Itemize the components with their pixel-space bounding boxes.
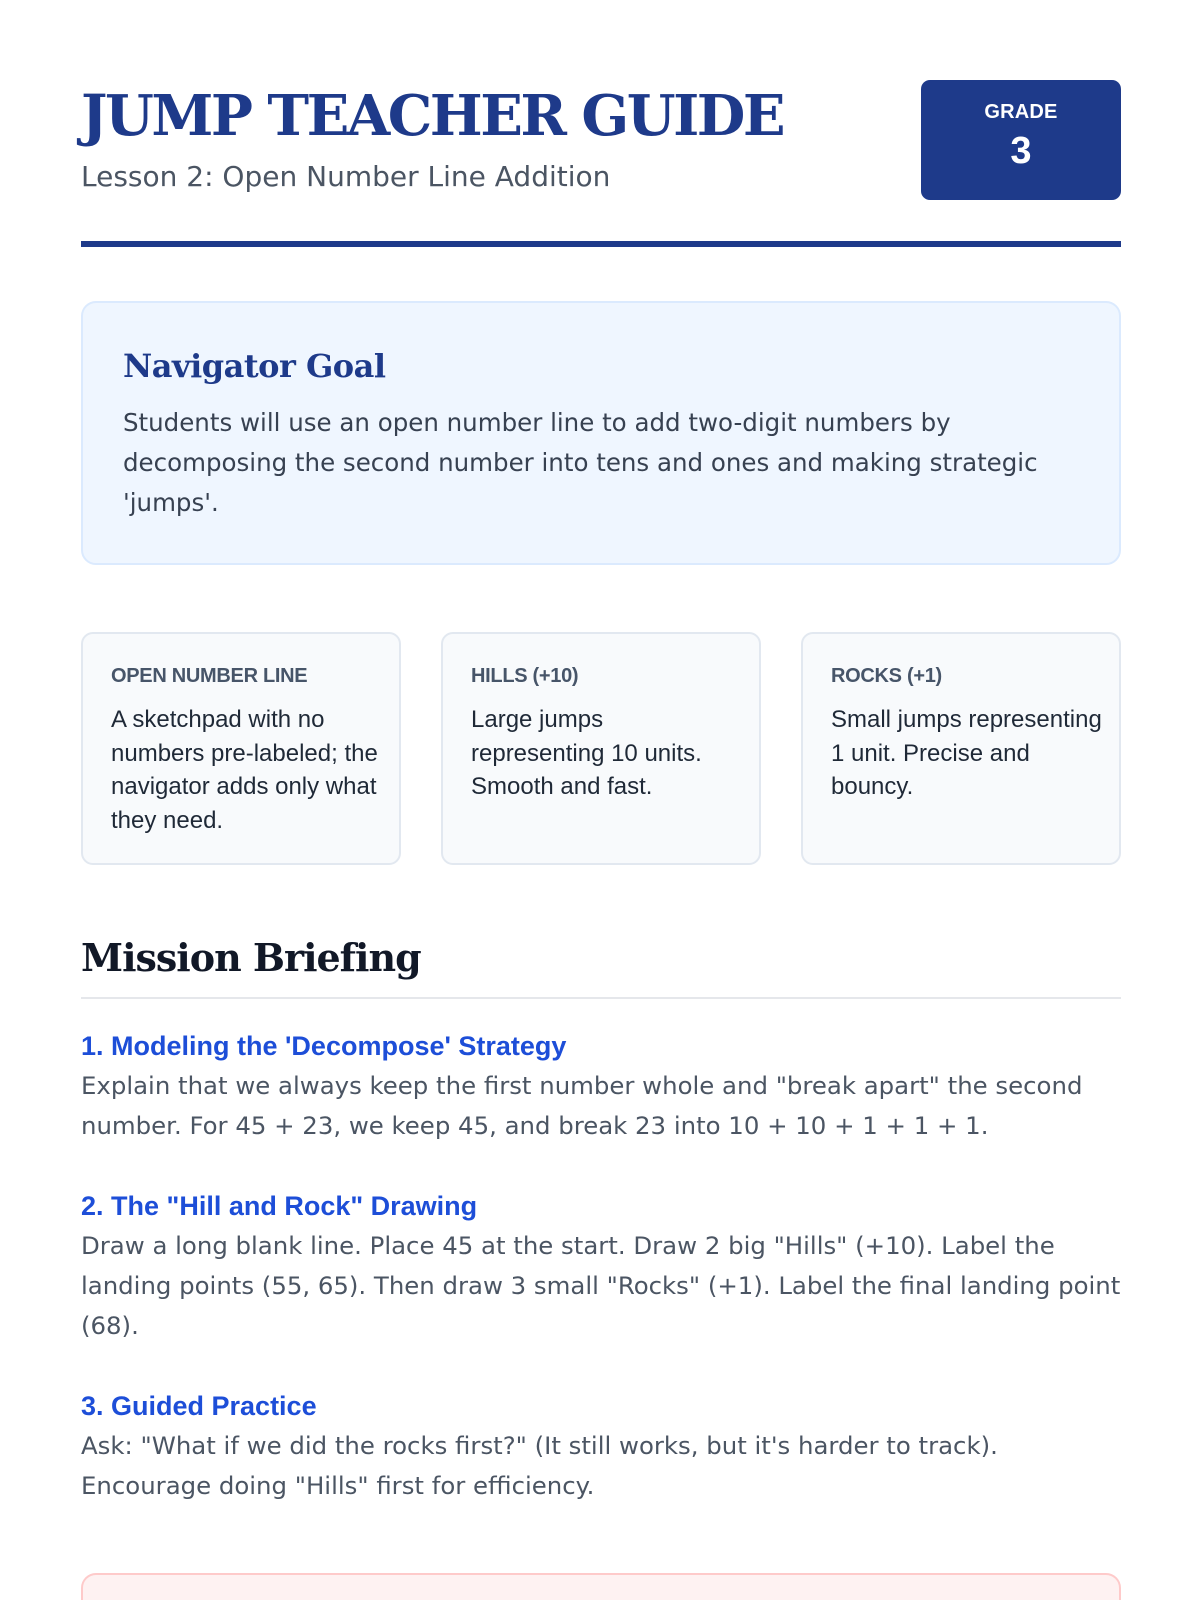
card-title: HILLS (+10) bbox=[471, 665, 579, 687]
briefing-step bbox=[81, 1386, 1121, 1506]
page-header bbox=[81, 80, 1121, 202]
briefing-divider bbox=[81, 997, 1121, 999]
navigator-goal-panel bbox=[81, 301, 1121, 565]
card-title: ROCKS (+1) bbox=[831, 665, 942, 687]
header-divider bbox=[81, 241, 1121, 247]
step-text: Ask: "What if we did the rocks first?" (It still works, but it's harder to track). Encourage doing "Hills" first for efficiency. bbox=[81, 1431, 998, 1500]
card-text: A sketchpad with no numbers pre-labeled; the navigator adds only what they need. bbox=[111, 706, 378, 834]
card-rocks bbox=[801, 632, 1121, 865]
step-heading: 2. The "Hill and Rock" Drawing bbox=[81, 1191, 478, 1221]
grade-value: 3 bbox=[1010, 130, 1032, 172]
goal-text: Students will use an open number line to add two-digit numbers by decomposing the second number into tens and ones and making strategic 'jumps'. bbox=[123, 408, 1038, 517]
goal-title: Navigator Goal bbox=[123, 347, 386, 385]
mission-briefing-title: Mission Briefing bbox=[81, 935, 421, 980]
card-title: OPEN NUMBER LINE bbox=[111, 665, 308, 687]
grade-label: GRADE bbox=[984, 101, 1058, 123]
step-text: Draw a long blank line. Place 45 at the start. Draw 2 big "Hills" (+10). Label the landing points (55, 65). Then draw 3 small "Rocks" (+1). Label the final landing point (68). bbox=[81, 1231, 1121, 1340]
lesson-subtitle: Lesson 2: Open Number Line Addition bbox=[81, 160, 611, 193]
briefing-step bbox=[81, 1026, 1121, 1146]
alert-panel bbox=[81, 1573, 1121, 1600]
step-heading: 3. Guided Practice bbox=[81, 1391, 317, 1421]
grade-badge bbox=[921, 80, 1121, 200]
card-text: Large jumps representing 10 units. Smooth and fast. bbox=[471, 706, 702, 800]
vocabulary-cards bbox=[81, 632, 1121, 865]
page-title: JUMP TEACHER GUIDE bbox=[81, 83, 784, 149]
step-heading: 1. Modeling the 'Decompose' Strategy bbox=[81, 1031, 567, 1061]
step-text: Explain that we always keep the first number whole and "break apart" the second number. For 45 + 23, we keep 45, and break 23 into 10 + 10 + 1 + 1 + 1. bbox=[81, 1071, 1083, 1140]
briefing-step bbox=[81, 1186, 1121, 1346]
card-open-number-line bbox=[81, 632, 401, 865]
card-text: Small jumps representing 1 unit. Precise and bouncy. bbox=[831, 706, 1102, 800]
card-hills bbox=[441, 632, 761, 865]
